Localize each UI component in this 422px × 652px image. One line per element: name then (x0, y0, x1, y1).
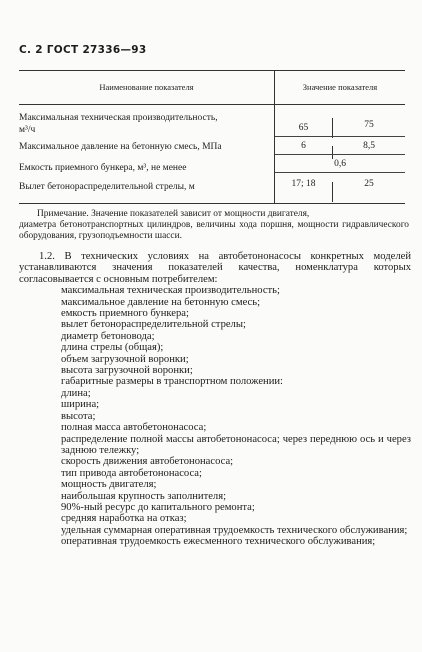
list-item: емкость приемного бункера; (61, 308, 189, 320)
list-item: объем загрузочной воронки; (61, 353, 189, 365)
list-item: ширина; (61, 399, 100, 411)
list-item: средняя наработка на отказ; (61, 513, 187, 525)
table-cell-value: 6 (301, 141, 306, 151)
list-item: длина; (61, 387, 91, 399)
column-header-name: Наименование показателя (99, 82, 194, 92)
list-item: высота; (61, 410, 96, 422)
table-cell-value: 75 (364, 120, 374, 130)
section-paragraph: 1.2. В технических условиях на автобетононасосы конкретных моделей устанавливаются значения показателей качества, номенклатура которых согласовывается с основным потребителем: (19, 251, 411, 285)
table-bottom-rule (19, 203, 405, 204)
list-item: распределение полной массы автобетононасоса; через переднюю ось и через заднюю тележку; (61, 433, 411, 456)
list-item: диаметр бетоновода; (61, 330, 155, 342)
list-item: максимальная техническая производительность; (61, 285, 280, 297)
table-row-name: Емкость приемного бункера, м³, не менее (19, 163, 187, 173)
page-header: С. 2 ГОСТ 27336—93 (19, 44, 147, 56)
list-item: вылет бетонораспределительной стрелы; (61, 319, 246, 331)
list-item: 90%-ный ресурс до капитального ремонта; (61, 501, 255, 513)
table-cell-value: 25 (364, 179, 374, 189)
indicator-table (19, 70, 405, 204)
table-row-name-unit: м³/ч (19, 125, 36, 135)
list-item: оперативная трудоемкость ежесменного технического обслуживания; (61, 536, 376, 548)
list-item: высота загрузочной воронки; (61, 365, 193, 377)
table-cell-value: 17; 18 (291, 179, 316, 189)
table-row-name: Вылет бетонораспределительной стрелы, м (19, 182, 195, 192)
value-underline (275, 172, 405, 173)
table-row-name: Максимальное давление на бетонную смесь, МПа (19, 142, 222, 152)
note-continuation: диаметра бетонотранспортных цилиндров, величины хода поршня, мощности гидравлического оборудования, грузоподъемности шасси. (19, 219, 409, 241)
list-item: тип привода автобетононасоса; (61, 467, 202, 479)
table-cell-value: 8,5 (363, 141, 375, 151)
value-underline (275, 154, 405, 155)
column-header-value: Значение показателя (302, 82, 378, 92)
table-top-rule (19, 70, 405, 71)
list-item: максимальное давление на бетонную смесь; (61, 296, 261, 308)
table-row-name: Максимальная техническая производительность, (19, 113, 218, 123)
table-cell-value: 0,6 (334, 159, 346, 169)
list-item: удельная суммарная оперативная трудоемкость технического обслуживания; (61, 524, 408, 536)
table-note (19, 209, 409, 241)
list-item: длина стрелы (общая); (61, 342, 164, 354)
list-item: наибольшая крупность заполнителя; (61, 490, 227, 502)
note-first-line: Примечание. Значение показателей зависит от мощности двигателя, (37, 209, 310, 219)
list-item: габаритные размеры в транспортном положении: (61, 376, 284, 388)
table-header-rule (19, 104, 405, 105)
list-item: скорость движения автобетононасоса; (61, 456, 234, 468)
table-cell-value: 65 (298, 123, 309, 133)
list-item: полная масса автобетононасоса; (61, 422, 207, 434)
list-item: мощность двигателя; (61, 479, 157, 491)
section-1-2 (19, 251, 411, 548)
value-underline (275, 136, 405, 137)
